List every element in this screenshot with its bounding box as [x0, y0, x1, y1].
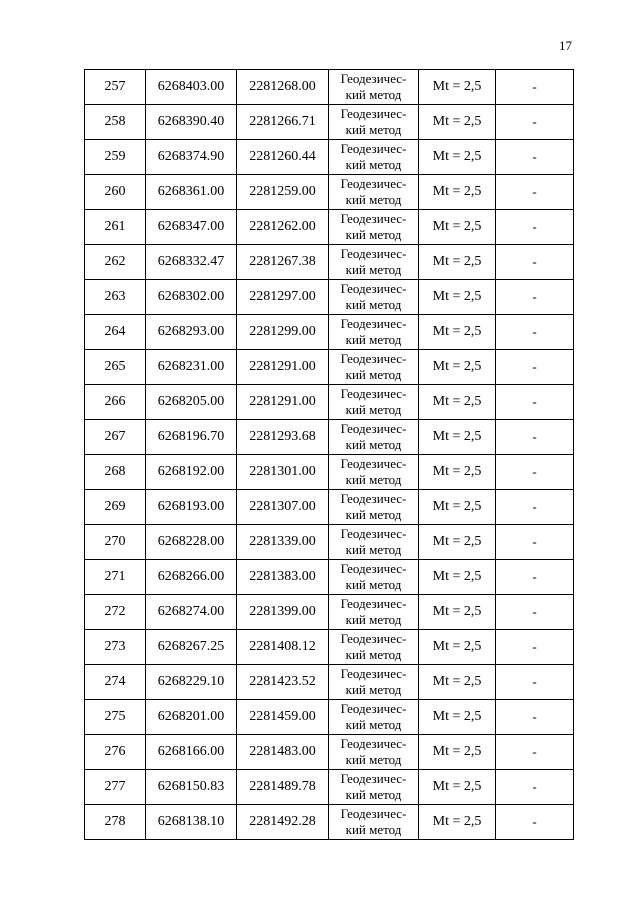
point-number-cell: 263: [85, 280, 146, 315]
x-coordinate-cell: 6268274.00: [146, 595, 237, 630]
method-line-1: Геодезичес-: [340, 666, 407, 681]
method-line-2: кий метод: [345, 367, 402, 382]
method-line-2: кий метод: [345, 612, 402, 627]
point-number-cell: 270: [85, 525, 146, 560]
method-line-2: кий метод: [345, 787, 402, 802]
method-line-1: Геодезичес-: [340, 701, 407, 716]
note-cell: -: [496, 525, 574, 560]
x-coordinate-cell: 6268267.25: [146, 630, 237, 665]
table-row: [85, 490, 574, 525]
method-line-2: кий метод: [345, 752, 402, 767]
accuracy-cell: Mt = 2,5: [419, 595, 496, 630]
table-row: [85, 420, 574, 455]
page-number: 17: [559, 38, 572, 53]
method-cell: [329, 140, 419, 175]
method-cell: [329, 175, 419, 210]
method-cell: [329, 455, 419, 490]
method-line-2: кий метод: [345, 577, 402, 592]
accuracy-cell: Mt = 2,5: [419, 385, 496, 420]
method-cell: [329, 385, 419, 420]
note-cell: -: [496, 665, 574, 700]
point-number-cell: 276: [85, 735, 146, 770]
method-line-2: кий метод: [345, 647, 402, 662]
table-row: [85, 385, 574, 420]
x-coordinate-cell: 6268193.00: [146, 490, 237, 525]
accuracy-cell: Mt = 2,5: [419, 735, 496, 770]
method-cell: [329, 420, 419, 455]
accuracy-cell: Mt = 2,5: [419, 105, 496, 140]
note-cell: -: [496, 105, 574, 140]
table-row: [85, 175, 574, 210]
point-number-cell: 269: [85, 490, 146, 525]
method-line-1: Геодезичес-: [340, 456, 407, 471]
x-coordinate-cell: 6268403.00: [146, 70, 237, 105]
point-number-cell: 266: [85, 385, 146, 420]
y-coordinate-cell: 2281267.38: [237, 245, 329, 280]
method-line-1: Геодезичес-: [340, 421, 407, 436]
accuracy-cell: Mt = 2,5: [419, 490, 496, 525]
x-coordinate-cell: 6268150.83: [146, 770, 237, 805]
accuracy-cell: Mt = 2,5: [419, 210, 496, 245]
note-cell: -: [496, 770, 574, 805]
y-coordinate-cell: 2281301.00: [237, 455, 329, 490]
x-coordinate-cell: 6268228.00: [146, 525, 237, 560]
accuracy-cell: Mt = 2,5: [419, 315, 496, 350]
method-line-2: кий метод: [345, 332, 402, 347]
method-line-2: кий метод: [345, 122, 402, 137]
table-row: [85, 595, 574, 630]
accuracy-cell: Mt = 2,5: [419, 700, 496, 735]
point-number-cell: 274: [85, 665, 146, 700]
method-cell: [329, 70, 419, 105]
y-coordinate-cell: 2281293.68: [237, 420, 329, 455]
y-coordinate-cell: 2281307.00: [237, 490, 329, 525]
y-coordinate-cell: 2281260.44: [237, 140, 329, 175]
x-coordinate-cell: 6268138.10: [146, 805, 237, 840]
accuracy-cell: Mt = 2,5: [419, 560, 496, 595]
method-line-2: кий метод: [345, 682, 402, 697]
point-number-cell: 268: [85, 455, 146, 490]
method-cell: [329, 665, 419, 700]
method-line-2: кий метод: [345, 402, 402, 417]
point-number-cell: 260: [85, 175, 146, 210]
table-row: [85, 560, 574, 595]
method-line-1: Геодезичес-: [340, 631, 407, 646]
accuracy-cell: Mt = 2,5: [419, 525, 496, 560]
y-coordinate-cell: 2281489.78: [237, 770, 329, 805]
x-coordinate-cell: 6268201.00: [146, 700, 237, 735]
method-line-1: Геодезичес-: [340, 176, 407, 191]
table-row: [85, 700, 574, 735]
x-coordinate-cell: 6268332.47: [146, 245, 237, 280]
note-cell: -: [496, 420, 574, 455]
y-coordinate-cell: 2281459.00: [237, 700, 329, 735]
note-cell: -: [496, 315, 574, 350]
note-cell: -: [496, 700, 574, 735]
note-cell: -: [496, 630, 574, 665]
accuracy-cell: Mt = 2,5: [419, 245, 496, 280]
table-row: [85, 140, 574, 175]
point-number-cell: 265: [85, 350, 146, 385]
method-line-2: кий метод: [345, 472, 402, 487]
method-cell: [329, 560, 419, 595]
table-row: [85, 105, 574, 140]
y-coordinate-cell: 2281266.71: [237, 105, 329, 140]
table-row: [85, 770, 574, 805]
point-number-cell: 258: [85, 105, 146, 140]
table-row: [85, 315, 574, 350]
x-coordinate-cell: 6268266.00: [146, 560, 237, 595]
y-coordinate-cell: 2281259.00: [237, 175, 329, 210]
note-cell: -: [496, 70, 574, 105]
method-line-1: Геодезичес-: [340, 141, 407, 156]
note-cell: -: [496, 385, 574, 420]
y-coordinate-cell: 2281423.52: [237, 665, 329, 700]
method-cell: [329, 770, 419, 805]
accuracy-cell: Mt = 2,5: [419, 805, 496, 840]
y-coordinate-cell: 2281339.00: [237, 525, 329, 560]
method-cell: [329, 210, 419, 245]
method-line-1: Геодезичес-: [340, 316, 407, 331]
method-line-1: Геодезичес-: [340, 526, 407, 541]
point-number-cell: 272: [85, 595, 146, 630]
method-line-2: кий метод: [345, 262, 402, 277]
table-row: [85, 525, 574, 560]
method-cell: [329, 245, 419, 280]
method-cell: [329, 280, 419, 315]
table-row: [85, 210, 574, 245]
y-coordinate-cell: 2281299.00: [237, 315, 329, 350]
method-line-2: кий метод: [345, 542, 402, 557]
method-line-1: Геодезичес-: [340, 491, 407, 506]
accuracy-cell: Mt = 2,5: [419, 140, 496, 175]
x-coordinate-cell: 6268192.00: [146, 455, 237, 490]
table-row: [85, 350, 574, 385]
coordinates-table: [84, 69, 574, 840]
note-cell: -: [496, 175, 574, 210]
table-row: [85, 735, 574, 770]
note-cell: -: [496, 210, 574, 245]
note-cell: -: [496, 140, 574, 175]
note-cell: -: [496, 350, 574, 385]
note-cell: -: [496, 560, 574, 595]
y-coordinate-cell: 2281483.00: [237, 735, 329, 770]
table-row: [85, 665, 574, 700]
method-line-1: Геодезичес-: [340, 211, 407, 226]
method-cell: [329, 630, 419, 665]
method-line-1: Геодезичес-: [340, 351, 407, 366]
accuracy-cell: Mt = 2,5: [419, 420, 496, 455]
note-cell: -: [496, 490, 574, 525]
table-row: [85, 245, 574, 280]
method-line-2: кий метод: [345, 192, 402, 207]
point-number-cell: 271: [85, 560, 146, 595]
table-row: [85, 280, 574, 315]
method-cell: [329, 805, 419, 840]
accuracy-cell: Mt = 2,5: [419, 770, 496, 805]
accuracy-cell: Mt = 2,5: [419, 175, 496, 210]
method-cell: [329, 350, 419, 385]
y-coordinate-cell: 2281297.00: [237, 280, 329, 315]
x-coordinate-cell: 6268347.00: [146, 210, 237, 245]
method-line-1: Геодезичес-: [340, 806, 407, 821]
x-coordinate-cell: 6268361.00: [146, 175, 237, 210]
method-line-2: кий метод: [345, 157, 402, 172]
point-number-cell: 278: [85, 805, 146, 840]
method-line-2: кий метод: [345, 87, 402, 102]
x-coordinate-cell: 6268231.00: [146, 350, 237, 385]
method-line-1: Геодезичес-: [340, 736, 407, 751]
x-coordinate-cell: 6268302.00: [146, 280, 237, 315]
point-number-cell: 273: [85, 630, 146, 665]
method-line-2: кий метод: [345, 297, 402, 312]
method-line-2: кий метод: [345, 507, 402, 522]
method-line-1: Геодезичес-: [340, 561, 407, 576]
note-cell: -: [496, 245, 574, 280]
method-line-1: Геодезичес-: [340, 281, 407, 296]
table-row: [85, 805, 574, 840]
y-coordinate-cell: 2281492.28: [237, 805, 329, 840]
table-row: [85, 630, 574, 665]
y-coordinate-cell: 2281268.00: [237, 70, 329, 105]
x-coordinate-cell: 6268229.10: [146, 665, 237, 700]
y-coordinate-cell: 2281383.00: [237, 560, 329, 595]
x-coordinate-cell: 6268293.00: [146, 315, 237, 350]
method-cell: [329, 735, 419, 770]
table-row: [85, 70, 574, 105]
note-cell: -: [496, 280, 574, 315]
method-line-1: Геодезичес-: [340, 771, 407, 786]
method-line-1: Геодезичес-: [340, 246, 407, 261]
method-cell: [329, 595, 419, 630]
method-line-1: Геодезичес-: [340, 386, 407, 401]
point-number-cell: 257: [85, 70, 146, 105]
x-coordinate-cell: 6268374.90: [146, 140, 237, 175]
y-coordinate-cell: 2281408.12: [237, 630, 329, 665]
x-coordinate-cell: 6268196.70: [146, 420, 237, 455]
accuracy-cell: Mt = 2,5: [419, 280, 496, 315]
x-coordinate-cell: 6268166.00: [146, 735, 237, 770]
method-line-1: Геодезичес-: [340, 106, 407, 121]
y-coordinate-cell: 2281262.00: [237, 210, 329, 245]
method-cell: [329, 700, 419, 735]
note-cell: -: [496, 735, 574, 770]
table-row: [85, 455, 574, 490]
method-line-1: Геодезичес-: [340, 71, 407, 86]
accuracy-cell: Mt = 2,5: [419, 630, 496, 665]
method-line-2: кий метод: [345, 822, 402, 837]
method-cell: [329, 490, 419, 525]
method-line-2: кий метод: [345, 437, 402, 452]
note-cell: -: [496, 455, 574, 490]
method-line-1: Геодезичес-: [340, 596, 407, 611]
note-cell: -: [496, 595, 574, 630]
x-coordinate-cell: 6268390.40: [146, 105, 237, 140]
y-coordinate-cell: 2281291.00: [237, 350, 329, 385]
method-line-2: кий метод: [345, 227, 402, 242]
point-number-cell: 277: [85, 770, 146, 805]
point-number-cell: 275: [85, 700, 146, 735]
accuracy-cell: Mt = 2,5: [419, 455, 496, 490]
method-cell: [329, 525, 419, 560]
point-number-cell: 262: [85, 245, 146, 280]
point-number-cell: 264: [85, 315, 146, 350]
accuracy-cell: Mt = 2,5: [419, 665, 496, 700]
method-cell: [329, 315, 419, 350]
point-number-cell: 261: [85, 210, 146, 245]
point-number-cell: 259: [85, 140, 146, 175]
x-coordinate-cell: 6268205.00: [146, 385, 237, 420]
table-body: [85, 70, 574, 840]
point-number-cell: 267: [85, 420, 146, 455]
note-cell: -: [496, 805, 574, 840]
accuracy-cell: Mt = 2,5: [419, 350, 496, 385]
method-cell: [329, 105, 419, 140]
method-line-2: кий метод: [345, 717, 402, 732]
accuracy-cell: Mt = 2,5: [419, 70, 496, 105]
y-coordinate-cell: 2281399.00: [237, 595, 329, 630]
y-coordinate-cell: 2281291.00: [237, 385, 329, 420]
